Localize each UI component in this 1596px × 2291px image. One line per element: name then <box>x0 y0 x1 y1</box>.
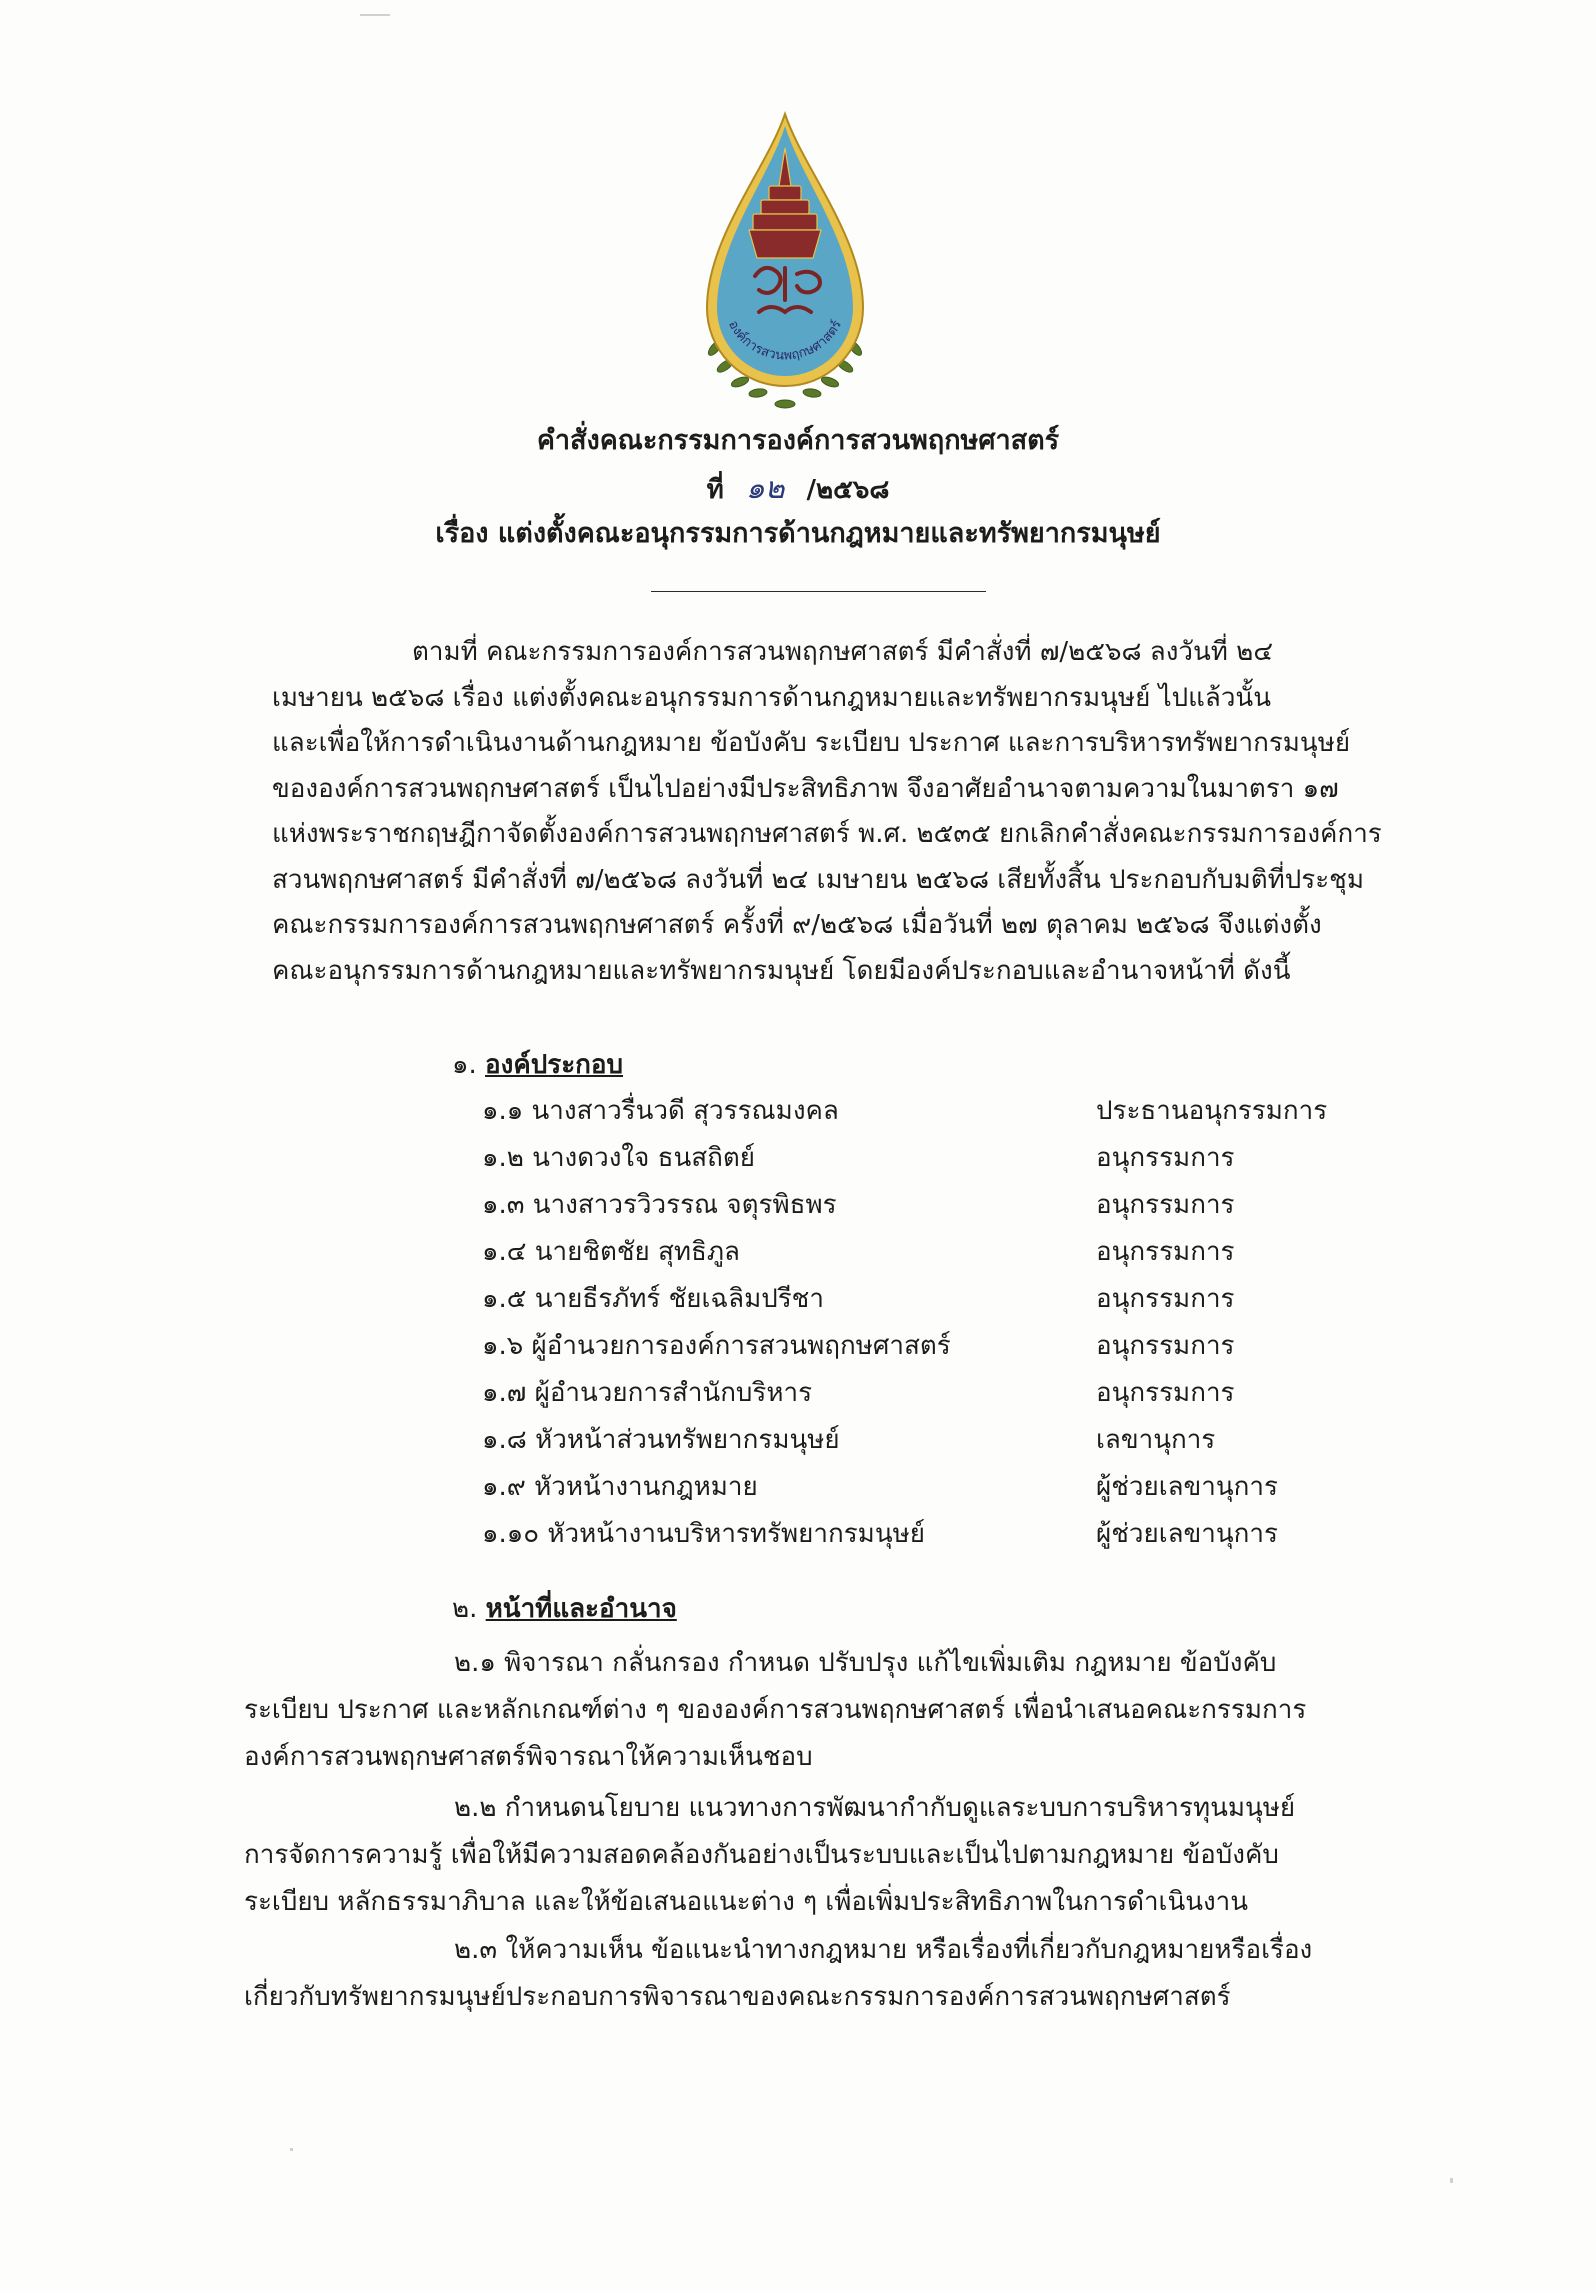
scan-speck <box>360 14 390 16</box>
intro-line: สวนพฤกษศาสตร์ มีคำสั่งที่ ๗/๒๕๖๘ ลงวันที่ ๒๔ เมษายน ๒๕๖๘ เสียทั้งสิ้น ประกอบกับมติที่ประชุม <box>272 864 1364 895</box>
section-2-title: หน้าที่และอำนาจ <box>485 1594 677 1624</box>
member-name: ๑.๗ ผู้อำนวยการสำนักบริหาร <box>482 1378 813 1408</box>
member-row <box>482 1513 1382 1559</box>
document-title: คำสั่งคณะกรรมการองค์การสวนพฤกษศาสตร์ <box>536 425 1060 456</box>
duty-line: เกี่ยวกับทรัพยากรมนุษย์ประกอบการพิจารณาของคณะกรรมการองค์การสวนพฤกษศาสตร์ <box>244 1982 1231 2012</box>
member-role: อนุกรรมการ <box>1096 1331 1235 1361</box>
intro-line: เมษายน ๒๕๖๘ เรื่อง แต่งตั้งคณะอนุกรรมการด้านกฎหมายและทรัพยากรมนุษย์ ไปแล้วนั้น <box>272 682 1271 713</box>
number-suffix: /๒๕๖๘ <box>806 475 890 505</box>
member-name: ๑.๒ นางดวงใจ ธนสถิตย์ <box>482 1143 755 1173</box>
member-row <box>482 1466 1382 1512</box>
intro-line: คณะกรรมการองค์การสวนพฤกษศาสตร์ ครั้งที่ ๙/๒๕๖๘ เมื่อวันที่ ๒๗ ตุลาคม ๒๕๖๘ จึงแต่งตั้ง <box>272 910 1322 940</box>
member-name: ๑.๙ หัวหน้างานกฎหมาย <box>482 1472 758 1502</box>
duty-item <box>244 1785 1364 1926</box>
seal-text: องค์การสวนพฤกษศาสตร์ <box>725 318 845 364</box>
member-row <box>482 1137 1382 1183</box>
section-1-number: ๑. <box>452 1050 477 1080</box>
section-1-heading <box>452 1044 623 1085</box>
member-name: ๑.๑๐ หัวหน้างานบริหารทรัพยากรมนุษย์ <box>482 1519 925 1549</box>
document-subject: เรื่อง แต่งตั้งคณะอนุกรรมการด้านกฎหมายและทรัพยากรมนุษย์ <box>435 518 1161 549</box>
member-row <box>482 1372 1382 1418</box>
member-row <box>482 1278 1382 1324</box>
intro-line: ตามที่ คณะกรรมการองค์การสวนพฤกษศาสตร์ มีคำสั่งที่ ๗/๒๕๖๘ ลงวันที่ ๒๔ <box>412 637 1273 667</box>
duty-line: ระเบียบ หลักธรรมาภิบาล และให้ข้อเสนอแนะต่าง ๆ เพื่อเพิ่มประสิทธิภาพในการดำเนินงาน <box>244 1887 1249 1917</box>
member-row <box>482 1419 1382 1465</box>
member-name: ๑.๑ นางสาวรื่นวดี สุวรรณมงคล <box>482 1096 839 1126</box>
intro-line: ขององค์การสวนพฤกษศาสตร์ เป็นไปอย่างมีประสิทธิภาพ จึงอาศัยอำนาจตามความในมาตรา ๑๗ <box>272 773 1339 804</box>
member-name: ๑.๓ นางสาวรวิวรรณ จตุรพิธพร <box>482 1190 837 1220</box>
duty-line: ๒.๓ ให้ความเห็น ข้อแนะนำทางกฎหมาย หรือเรื่องที่เกี่ยวกับกฎหมายหรือเรื่อง <box>454 1935 1313 1965</box>
section-1-title: องค์ประกอบ <box>485 1050 624 1080</box>
number-prefix: ที่ <box>706 475 724 505</box>
member-row <box>482 1325 1382 1371</box>
member-role: เลขานุการ <box>1096 1425 1216 1455</box>
organization-seal-icon <box>685 108 885 420</box>
scan-speck <box>1450 2178 1453 2183</box>
intro-line: แห่งพระราชกฤษฎีกาจัดตั้งองค์การสวนพฤกษศาสตร์ พ.ศ. ๒๕๓๕ ยกเลิกคำสั่งคณะกรรมการองค์การ <box>272 819 1382 849</box>
member-name: ๑.๖ ผู้อำนวยการองค์การสวนพฤกษศาสตร์ <box>482 1331 951 1361</box>
member-role: อนุกรรมการ <box>1096 1237 1235 1267</box>
member-role: อนุกรรมการ <box>1096 1143 1235 1173</box>
member-row <box>482 1231 1382 1277</box>
member-row <box>482 1184 1382 1230</box>
member-role: ประธานอนุกรรมการ <box>1096 1096 1328 1126</box>
header-divider <box>651 591 986 592</box>
member-role: ผู้ช่วยเลขานุการ <box>1096 1472 1278 1502</box>
number-value-handwritten: ๑๒ <box>745 471 785 506</box>
duty-line: การจัดการความรู้ เพื่อให้มีความสอดคล้องกันอย่างเป็นระบบและเป็นไปตามกฎหมาย ข้อบังคับ <box>244 1840 1279 1870</box>
member-role: ผู้ช่วยเลขานุการ <box>1096 1519 1278 1549</box>
duty-item <box>244 1927 1364 2021</box>
section-2-heading <box>452 1588 677 1629</box>
duty-line: องค์การสวนพฤกษศาสตร์พิจารณาให้ความเห็นชอบ <box>244 1742 813 1772</box>
member-name: ๑.๔ นายชิตชัย สุทธิภูล <box>482 1237 740 1267</box>
section-2-number: ๒. <box>452 1594 478 1624</box>
scan-speck <box>290 2148 293 2151</box>
member-row <box>482 1090 1382 1136</box>
intro-paragraph <box>272 630 1382 994</box>
duty-line: ระเบียบ ประกาศ และหลักเกณฑ์ต่าง ๆ ขององค์การสวนพฤกษศาสตร์ เพื่อนำเสนอคณะกรรมการ <box>244 1695 1307 1725</box>
duty-item <box>244 1640 1364 1781</box>
duty-line: ๒.๒ กำหนดนโยบาย แนวทางการพัฒนากำกับดูแลระบบการบริหารทุนมนุษย์ <box>454 1793 1296 1823</box>
intro-line: คณะอนุกรรมการด้านกฎหมายและทรัพยากรมนุษย์ โดยมีองค์ประกอบและอำนาจหน้าที่ ดังนี้ <box>272 955 1291 986</box>
member-name: ๑.๕ นายธีรภัทร์ ชัยเฉลิมปรีชา <box>482 1284 824 1314</box>
member-role: อนุกรรมการ <box>1096 1378 1235 1408</box>
member-role: อนุกรรมการ <box>1096 1284 1235 1314</box>
duty-line: ๒.๑ พิจารณา กลั่นกรอง กำหนด ปรับปรุง แก้ไขเพิ่มเติม กฎหมาย ข้อบังคับ <box>454 1648 1277 1678</box>
member-role: อนุกรรมการ <box>1096 1190 1235 1220</box>
document-number <box>0 465 1596 512</box>
intro-line: และเพื่อให้การดำเนินงานด้านกฎหมาย ข้อบังคับ ระเบียบ ประกาศ และการบริหารทรัพยากรมนุษย์ <box>272 728 1351 758</box>
member-name: ๑.๘ หัวหน้าส่วนทรัพยากรมนุษย์ <box>482 1425 840 1455</box>
